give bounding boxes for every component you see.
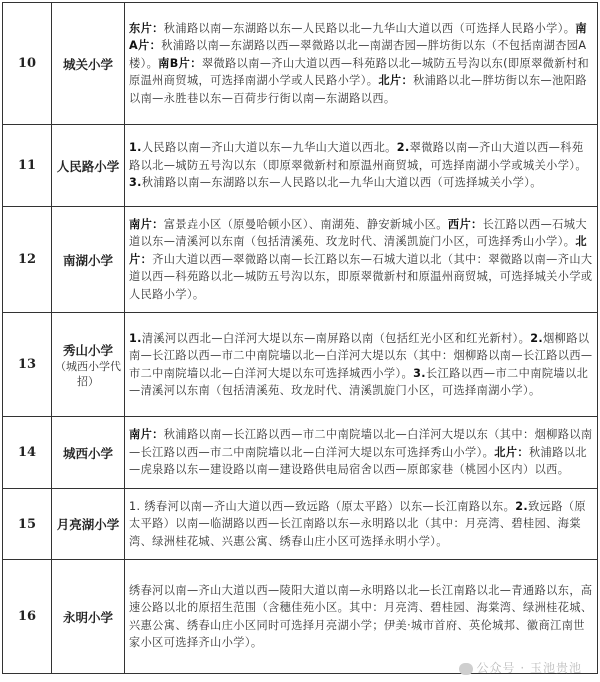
zone-label: 1. xyxy=(129,141,142,155)
zone-text: 秋浦路以南—东湖路以东—人民路以北—九华山大道以西（可选择城关小学）。 xyxy=(141,176,542,190)
zone-text: 1. 绣春河以南—齐山大道以西—致远路（原太平路）以东—长江南路以东。 xyxy=(129,499,516,513)
table-row xyxy=(3,489,598,560)
school-name-cell xyxy=(52,560,125,674)
zone-label: 南A片： xyxy=(129,21,587,53)
district-description xyxy=(125,3,598,125)
school-name: 秀山小学 xyxy=(62,342,113,358)
wechat-icon xyxy=(459,663,473,675)
zone-text: 秋浦路以南—东湖路以东—人民路以北—九华山大道以西（可选择人民路小学）。 xyxy=(163,21,576,35)
school-name: 城关小学 xyxy=(62,56,113,72)
school-district-table xyxy=(2,2,598,674)
table-row xyxy=(3,125,598,207)
zone-text: 秋浦路以北—虎泉路以东—建设路以南—建设路供电局宿舍以西—原郎家巷（桃园小区内）以西。 xyxy=(129,445,587,477)
district-description xyxy=(125,560,598,674)
zone-label: 东片： xyxy=(129,21,164,35)
row-number: 16 xyxy=(3,560,52,674)
zone-text: 翠微路以南—齐山大道以西—科苑路以北—城防五号沟以东（即原翠微新村和原温州商贸城，可选择南湖小学或城关小学）。 xyxy=(129,141,587,172)
school-name-cell xyxy=(52,3,125,125)
row-number: 15 xyxy=(3,489,52,560)
zone-text: 翠微路以南—齐山大道以西—科苑路以北—城防五号沟以东(即原翠微新村和原温州商贸城，可选择南湖小学或人民路小学）。 xyxy=(129,56,590,88)
row-number: 13 xyxy=(3,313,52,417)
zone-text: 长江路以西—市二中南院墙以北—清溪河以东南（包括清溪苑、玫龙时代、清溪凯旋门小区，可选择南湖小学）。 xyxy=(129,366,589,397)
zone-label: 南片： xyxy=(129,428,164,442)
school-note: （城西小学代招） xyxy=(55,359,121,388)
school-name: 永明小学 xyxy=(62,609,113,625)
district-description xyxy=(125,313,598,417)
district-description xyxy=(125,207,598,313)
zone-label: 2. xyxy=(396,141,410,155)
row-number: 11 xyxy=(3,125,52,207)
watermark-text: 公众号 · 玉池贵池 xyxy=(476,661,582,675)
school-name: 城西小学 xyxy=(62,445,113,461)
zone-text: 秋浦路以北—胖坊街以东—池阳路以南—永胜巷以东—百荷步行街以南—东湖路以西。 xyxy=(129,74,587,105)
zone-text: 富景垚小区（原曼哈顿小区）、南湖苑、静安新城小区。 xyxy=(163,217,448,231)
school-name-cell xyxy=(52,417,125,489)
row-number: 14 xyxy=(3,417,52,489)
zone-text: 烟柳路以南—长江路以西—市二中南院墙以北—白洋河大堤以东（其中：烟柳路以南—长江路以西—市二中南院墙以北—白洋河大堤以东可选择城西小学）。 xyxy=(129,331,593,380)
zone-text: 秋浦路以南—东湖路以西—翠微路以北—南湖杏园—胖坊街以东（不包括南湖杏园A楼）。 xyxy=(129,39,587,70)
table-row xyxy=(3,417,598,489)
school-name-cell xyxy=(52,207,125,313)
zone-label: 南B片： xyxy=(158,56,202,70)
zone-label: 北片： xyxy=(494,445,529,459)
zone-text: 绣春河以南—齐山大道以西—陵阳大道以南—永明路以北—长江南路以北—青通路以东，高速公路以北的原招生范围（含穗佳苑小区。其中：月亮湾、碧桂园、海棠湾、绿洲桂花城、兴惠公寓、绣春山庄小区同时可选择月亮湖小学；伊美·城市首府、英伦城邦、徽商江南世家小区可选择齐山小学）。 xyxy=(129,583,593,649)
zone-label: 3. xyxy=(129,176,142,190)
table-body xyxy=(3,3,598,674)
table-row xyxy=(3,3,598,125)
zone-label: 2. xyxy=(530,331,544,345)
zone-text: 长江路以西—石城大道以东—清溪河以东南（包括清溪苑、玫龙时代、清溪凯旋门小区，可选择秀山小学）。 xyxy=(129,217,587,249)
zone-label: 西片： xyxy=(447,217,483,231)
zone-label: 1. xyxy=(129,331,142,345)
zone-label: 北片： xyxy=(129,235,587,266)
watermark xyxy=(459,659,582,676)
row-number: 10 xyxy=(3,3,52,125)
zone-text: 秋浦路以南—长江路以西—市二中南院墙以北—白洋河大堤以东（其中：烟柳路以南—长江路以西—市二中南院墙以北—白洋河大堤以东可选择秀山小学）。 xyxy=(129,428,593,459)
district-description xyxy=(125,489,598,560)
table-row xyxy=(3,207,598,313)
table-row xyxy=(3,313,598,417)
school-name-cell xyxy=(52,313,125,417)
school-name: 南湖小学 xyxy=(62,252,113,268)
district-description xyxy=(125,417,598,489)
school-name: 人民路小学 xyxy=(56,158,120,174)
zone-text: 齐山大道以西—翠微路以南—长江路以东—石城大道以北（其中：翠微路以南—齐山大道以西—科苑路以北—城防五号沟以东，即原翠微新村和原温州商贸城，可选择城关小学或人民路小学）。 xyxy=(129,252,593,301)
school-name-cell xyxy=(52,489,125,560)
table-row xyxy=(3,560,598,674)
zone-label: 南片： xyxy=(129,217,164,231)
zone-text: 人民路以南—齐山大道以东—九华山大道以西北。 xyxy=(141,141,397,155)
school-name-cell xyxy=(52,125,125,207)
school-name: 月亮湖小学 xyxy=(56,517,120,532)
zone-text: 清溪河以西北—白洋河大堤以东—南屏路以南（包括红光小区和红光新村）。 xyxy=(141,331,531,345)
zone-text: 致远路（原太平路）以南—临湖路以西—长江南路以东—永明路以北（其中：月亮湾、碧桂园、海棠湾、绿洲桂花城、兴惠公寓、绣春山庄小区可选择永明小学）。 xyxy=(129,499,587,548)
zone-label: 2. xyxy=(515,499,529,513)
zone-label: 北片： xyxy=(378,74,414,88)
row-number: 12 xyxy=(3,207,52,313)
district-description xyxy=(125,125,598,207)
zone-label: 3. xyxy=(413,366,426,380)
